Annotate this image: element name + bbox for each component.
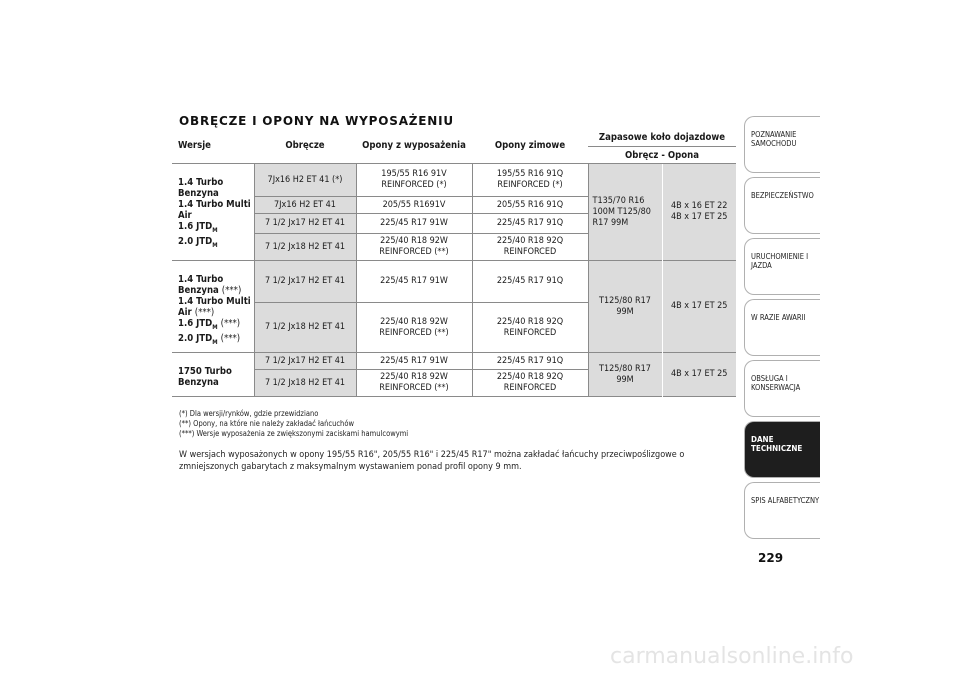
table-row: [172, 164, 736, 197]
version-suffix: (***): [220, 318, 241, 329]
version-name: [178, 221, 254, 236]
header-winter-tires: Opony zimowe: [494, 140, 566, 151]
chapter-tab[interactable]: OBSŁUGA I KONSERWACJA: [744, 360, 820, 417]
table-row: [172, 261, 736, 303]
winter-tire-cell: 225/40 R18 92Q REINFORCED: [472, 303, 588, 353]
chapter-tab[interactable]: BEZPIECZEŃSTWO: [744, 177, 820, 234]
version-subscript: M: [212, 226, 218, 234]
rim-cell: 7 1/2 Jx17 H2 ET 41: [254, 214, 356, 234]
table-bottom-rule: [172, 397, 736, 398]
spare-tire-cell: T125/80 R17 99M: [588, 353, 662, 397]
chapter-tabs: [744, 116, 820, 543]
winter-tire-cell: 205/55 R16 91Q: [472, 197, 588, 214]
spare-rim-cell: 4B x 16 ET 22 4B x 17 ET 25: [662, 164, 736, 261]
version-subscript: M: [212, 241, 218, 249]
tire-cell: 225/40 R18 92W REINFORCED (**): [356, 234, 472, 261]
chapter-tab[interactable]: SPIS ALFABETYCZNY: [744, 482, 820, 539]
winter-tire-cell: 225/40 R18 92Q REINFORCED: [472, 370, 588, 397]
version-label: 1.4 Turbo Benzyna: [178, 274, 224, 296]
rim-cell: 7Jx16 H2 ET 41: [254, 197, 356, 214]
chapter-tab[interactable]: DANE TECHNICZNE: [744, 421, 820, 478]
version-subscript: M: [212, 338, 218, 346]
chapter-tab[interactable]: URUCHOMIENIE I JAZDA: [744, 238, 820, 295]
version-suffix: (***): [221, 285, 242, 296]
footnote: (*) Dla wersji/rynków, gdzie przewidziano: [179, 409, 319, 418]
version-suffix: (***): [194, 307, 215, 318]
winter-tire-cell: 225/45 R17 91Q: [472, 353, 588, 370]
spare-rim-cell: 4B x 17 ET 25: [662, 353, 736, 397]
spare-tire-cell: T125/80 R17 99M: [588, 261, 662, 353]
version-name: [178, 274, 254, 296]
tire-cell: 225/40 R18 92W REINFORCED (**): [356, 370, 472, 397]
version-label: 1750 Turbo Benzyna: [178, 366, 232, 388]
version-name: [178, 366, 254, 388]
footnote: (**) Opony, na które nie należy zakładać łańcuchów: [179, 419, 354, 428]
version-label: 2.0 JTD: [178, 235, 213, 247]
tire-cell: 225/45 R17 91W: [356, 261, 472, 303]
rim-cell: 7 1/2 Jx18 H2 ET 41: [254, 370, 356, 397]
version-name: [178, 199, 254, 221]
header-versions: Wersje: [178, 140, 211, 151]
header-tires: Opony z wyposażenia: [362, 140, 466, 151]
chapter-tab[interactable]: POZNAWANIE SAMOCHODU: [744, 116, 820, 173]
watermark: carmanualsonline.info: [610, 644, 854, 669]
version-label: 1.6 JTD: [178, 221, 213, 232]
version-suffix: (***): [220, 332, 241, 344]
header-spare-sub: Obręcz - Opona: [624, 149, 700, 161]
header-spare-wheel: Zapasowe koło dojazdowe: [588, 128, 736, 147]
table-row: [172, 353, 736, 370]
version-name: [178, 296, 254, 318]
rim-cell: 7 1/2 Jx17 H2 ET 41: [254, 353, 356, 370]
winter-tire-cell: 225/40 R18 92Q REINFORCED: [472, 234, 588, 261]
tire-cell: 205/55 R1691V: [356, 197, 472, 214]
chapter-tab[interactable]: W RAZIE AWARII: [744, 299, 820, 356]
page-number: 229: [758, 551, 784, 565]
tire-cell: 225/45 R17 91W: [356, 353, 472, 370]
version-name: [178, 318, 254, 333]
version-name: [178, 236, 254, 251]
rim-cell: 7 1/2 Jx18 H2 ET 41: [254, 234, 356, 261]
tire-cell: 195/55 R16 91V REINFORCED (*): [356, 164, 472, 197]
tire-cell: 225/40 R18 92W REINFORCED (**): [356, 303, 472, 353]
winter-tire-cell: 225/45 R17 91Q: [472, 261, 588, 303]
spare-tire-cell: T135/70 R16 100M T125/80 R17 99M: [588, 164, 662, 261]
header-rims: Obręcze: [285, 140, 325, 151]
winter-tire-cell: 195/55 R16 91Q REINFORCED (*): [472, 164, 588, 197]
version-label: 2.0 JTD: [178, 332, 213, 344]
footnotes: [179, 409, 408, 439]
tire-cell: 225/45 R17 91W: [356, 214, 472, 234]
rim-cell: 7Jx16 H2 ET 41 (*): [254, 164, 356, 197]
version-name: [178, 177, 254, 199]
table-body: [172, 164, 736, 398]
rim-cell: 7 1/2 Jx18 H2 ET 41: [254, 303, 356, 353]
rims-tires-table: [172, 128, 736, 397]
version-subscript: M: [212, 323, 218, 331]
chains-note: W wersjach wyposażonych w opony 195/55 R16", 205/55 R16" i 225/45 R17" można zakładać łańcuchy przeciwpoślizgowe o zmniejszonych gabarytach z maksymalnym wystawaniem ponad profil opony 9 mm.: [179, 450, 685, 472]
rim-cell: 7 1/2 Jx17 H2 ET 41: [254, 261, 356, 303]
spare-rim-cell: 4B x 17 ET 25: [662, 261, 736, 353]
winter-tire-cell: 225/45 R17 91Q: [472, 214, 588, 234]
version-label: 1.4 Turbo Multi Air: [178, 199, 251, 221]
version-label: 1.4 Turbo Benzyna: [178, 177, 224, 199]
versions-cell: [172, 353, 254, 397]
footnote: (***) Wersje wyposażenia ze zwiększonymi zaciskami hamulcowymi: [179, 429, 409, 438]
version-label: 1.4 Turbo Multi Air: [178, 296, 251, 318]
section-title: OBRĘCZE I OPONY NA WYPOSAŻENIU: [179, 114, 454, 128]
version-name: [178, 333, 254, 348]
versions-cell: [172, 261, 254, 353]
version-label: 1.6 JTD: [178, 318, 213, 329]
versions-cell: [172, 164, 254, 261]
